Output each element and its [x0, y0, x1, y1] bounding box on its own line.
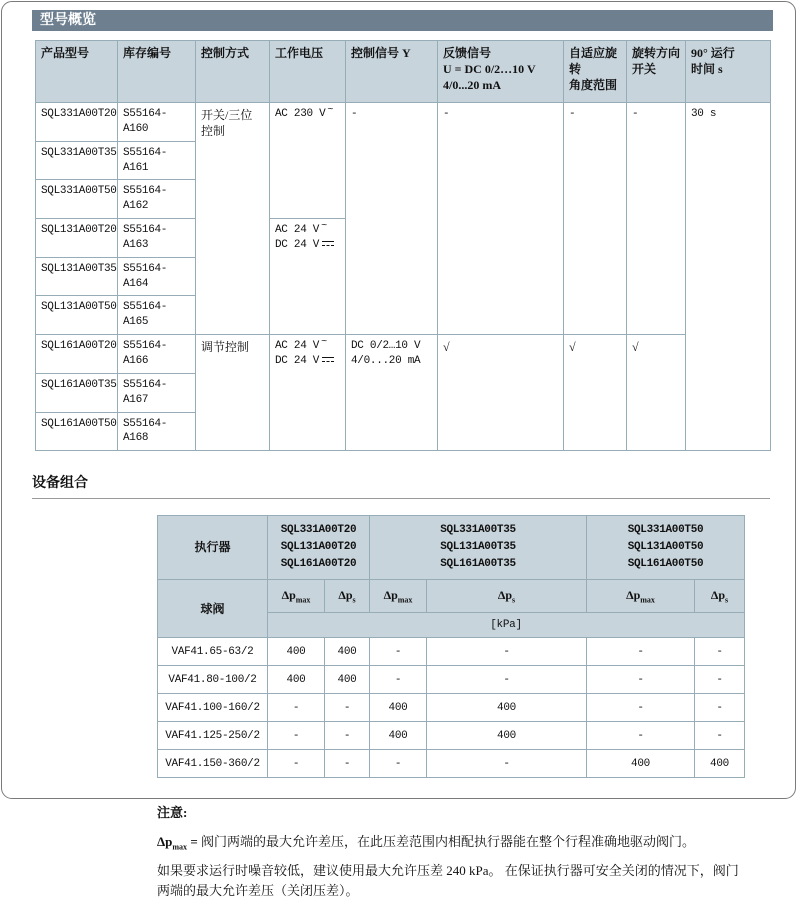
value-cell: 400 [325, 638, 370, 666]
model-cell: SQL161A00T20 [36, 335, 118, 374]
runtime-cell: 30 s [686, 103, 771, 451]
value-cell: - [325, 722, 370, 750]
actuator-group-t50: SQL331A00T50 SQL131A00T50 SQL161A00T50 [587, 516, 745, 580]
model-cell: SQL331A00T35 [36, 141, 118, 180]
value-cell: - [695, 694, 745, 722]
model-cell: SQL131A00T50 [36, 296, 118, 335]
section-title-model-overview: 型号概览 [32, 10, 773, 31]
model-cell: SQL131A00T35 [36, 257, 118, 296]
col-header-runtime: 90° 运行 时间 s [686, 41, 771, 103]
dp-max-definition: $\Delta p_{max}$ = 阀门两端的最大允许差压，在此压差范围内相配执行器能在整个行程准确地驱动阀门。 [157, 834, 695, 852]
signal-cell: - [346, 103, 438, 335]
value-cell: - [268, 694, 325, 722]
model-overview-table [35, 40, 771, 451]
voltage-cell: AC 230 V ~ [270, 103, 346, 219]
feedback-cell: √ [438, 335, 564, 451]
voltage-cell: AC 24 V ~ DC 24 V [270, 219, 346, 335]
value-cell: - [587, 694, 695, 722]
value-cell: - [268, 750, 325, 778]
valve-cell: VAF41.65-63/2 [158, 638, 268, 666]
col-header-stock: 库存编号 [118, 41, 196, 103]
stock-cell: S55164-A164 [118, 257, 196, 296]
table-row [158, 722, 745, 750]
model-cell: SQL331A00T20 [36, 103, 118, 142]
table-row [36, 335, 771, 374]
value-cell: - [427, 750, 587, 778]
adaptive-cell: √ [564, 335, 627, 451]
control-mode-cell: 调节控制 [196, 335, 270, 451]
voltage-cell: AC 24 V ~ DC 24 V [270, 335, 346, 451]
section-title-equipment-combination: 设备组合 [32, 472, 770, 499]
actuator-group-t35: SQL331A00T35 SQL131A00T35 SQL161A00T35 [370, 516, 587, 580]
ac-symbol: ~ [321, 221, 327, 233]
table-row [158, 666, 745, 694]
stock-cell: S55164-A163 [118, 219, 196, 258]
dp-max-header: $\Delta p_{max}$ [587, 580, 695, 613]
value-cell: - [427, 666, 587, 694]
valve-cell: VAF41.80-100/2 [158, 666, 268, 694]
value-cell: - [268, 722, 325, 750]
model-cell: SQL161A00T35 [36, 373, 118, 412]
valve-cell: VAF41.125-250/2 [158, 722, 268, 750]
ac-symbol: ~ [321, 337, 327, 349]
stock-cell: S55164-A166 [118, 335, 196, 374]
value-cell: 400 [370, 722, 427, 750]
value-cell: - [587, 638, 695, 666]
col-header-adaptive: 自适应旋转 角度范围 [564, 41, 627, 103]
actuator-header-row [158, 516, 745, 580]
dp-s-header: $\Delta p_s$ [325, 580, 370, 613]
actuator-group-t20: SQL331A00T20 SQL131A00T20 SQL161A00T20 [268, 516, 370, 580]
value-cell: - [587, 722, 695, 750]
value-cell: 400 [427, 694, 587, 722]
table-row [158, 638, 745, 666]
model-cell: SQL331A00T50 [36, 180, 118, 219]
adaptive-cell: - [564, 103, 627, 335]
dp-max-header: $\Delta p_{max}$ [268, 580, 325, 613]
note-title: 注意: [157, 805, 188, 821]
datasheet-page [1, 1, 796, 899]
stock-cell: S55164-A167 [118, 373, 196, 412]
table-header-row [36, 41, 771, 103]
dc-symbol-icon [322, 239, 334, 247]
value-cell: - [370, 666, 427, 694]
value-cell: 400 [695, 750, 745, 778]
stock-cell: S55164-A162 [118, 180, 196, 219]
value-cell: 400 [587, 750, 695, 778]
value-cell: - [325, 694, 370, 722]
value-cell: 400 [268, 638, 325, 666]
value-cell: - [695, 722, 745, 750]
value-cell: - [427, 638, 587, 666]
value-cell: - [370, 638, 427, 666]
rotation-cell: √ [627, 335, 686, 451]
feedback-cell: - [438, 103, 564, 335]
unit-cell: [kPa] [268, 613, 745, 638]
col-header-product: 产品型号 [36, 41, 118, 103]
valve-cell: VAF41.100-160/2 [158, 694, 268, 722]
value-cell: - [695, 666, 745, 694]
col-header-rotation: 旋转方向 开关 [627, 41, 686, 103]
col-header-voltage: 工作电压 [270, 41, 346, 103]
rotation-cell: - [627, 103, 686, 335]
col-header-control: 控制方式 [196, 41, 270, 103]
value-cell: - [370, 750, 427, 778]
dp-max-header: $\Delta p_{max}$ [370, 580, 427, 613]
value-cell: - [695, 638, 745, 666]
ac-symbol: ~ [327, 105, 334, 116]
stock-cell: S55164-A161 [118, 141, 196, 180]
table-row [158, 750, 745, 778]
dc-symbol-icon [322, 355, 334, 363]
stock-cell: S55164-A168 [118, 412, 196, 451]
table-row [158, 694, 745, 722]
model-cell: SQL131A00T20 [36, 219, 118, 258]
table-row [36, 103, 771, 142]
stock-cell: S55164-A160 [118, 103, 196, 142]
dp-header-row [158, 580, 745, 613]
value-cell: 400 [427, 722, 587, 750]
dp-s-header: $\Delta p_s$ [695, 580, 745, 613]
valve-cell: VAF41.150-360/2 [158, 750, 268, 778]
col-header-signal: 控制信号 Y [346, 41, 438, 103]
valve-label-cell: 球阀 [158, 580, 268, 638]
value-cell: - [587, 666, 695, 694]
control-mode-cell: 开关/三位控制 [196, 103, 270, 335]
value-cell: 400 [268, 666, 325, 694]
actuator-label-cell: 执行器 [158, 516, 268, 580]
note-section [157, 803, 745, 901]
value-cell: 400 [325, 666, 370, 694]
dp-s-header: $\Delta p_s$ [427, 580, 587, 613]
signal-cell: DC 0/2…10 V 4/0...20 mA [346, 335, 438, 451]
stock-cell: S55164-A165 [118, 296, 196, 335]
col-header-feedback: 反馈信号 U = DC 0/2…10 V 4/0...20 mA [438, 41, 564, 103]
value-cell: - [325, 750, 370, 778]
note-paragraph: 如果要求运行时噪音较低，建议使用最大允许压差 240 kPa。 在保证执行器可安全关闭的情况下，阀门两端的最大允许差压（关闭压差）。 [157, 863, 739, 899]
equipment-combination-table [157, 515, 745, 778]
value-cell: 400 [370, 694, 427, 722]
model-cell: SQL161A00T50 [36, 412, 118, 451]
